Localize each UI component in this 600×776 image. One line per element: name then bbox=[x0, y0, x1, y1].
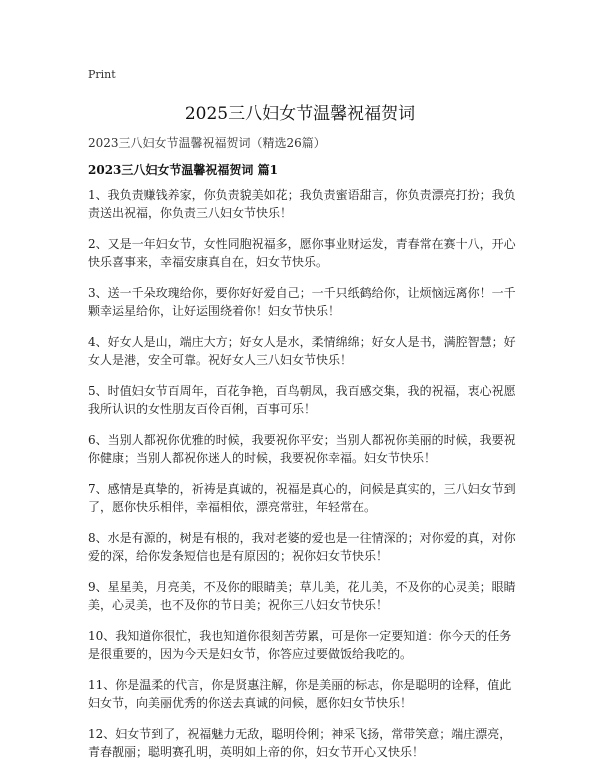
greeting-item-3: 3、送一千朵玫瑰给你，要你好好爱自己；一千只纸鹤给你，让烦恼远离你！一千颗幸运星给你，让好运围绕着你！妇女节快乐！ bbox=[88, 286, 516, 318]
greeting-item-6: 6、当别人都祝你优雅的时候，我要祝你平安；当别人都祝你美丽的时候，我要祝你健康；当别人都祝你迷人的时候，我要祝你幸福。妇女节快乐！ bbox=[88, 433, 516, 465]
greeting-item-2: 2、又是一年妇女节，女性同胞祝福多，愿你事业财运发，青春常在赛十八，开心快乐喜事来，幸福安康真自在，妇女节快乐。 bbox=[88, 237, 516, 269]
greeting-item-11: 11、你是温柔的代言，你是贤惠注解，你是美丽的标志，你是聪明的诠释，值此妇女节，向美丽优秀的你送去真诚的问候，愿你妇女节快乐！ bbox=[88, 678, 512, 710]
greeting-item-1: 1、我负责赚钱养家，你负责貌美如花；我负责蜜语甜言，你负责漂亮打扮；我负责送出祝福，你负责三八妇女节快乐！ bbox=[88, 188, 516, 220]
greeting-list bbox=[88, 186, 520, 774]
greeting-item-5: 5、时值妇女节百周年，百花争艳，百鸟朝凤，我百感交集，我的祝福，衷心祝愿我所认识的女性朋友百伶百俐，百事可乐！ bbox=[88, 384, 516, 416]
greeting-item-4: 4、好女人是山，端庄大方；好女人是水，柔情绵绵；好女人是书，满腔智慧；好女人是港，安全可靠。祝好女人三八妇女节快乐！ bbox=[88, 335, 516, 367]
greeting-item-12: 12、妇女节到了，祝福魅力无敌，聪明伶俐；神采飞扬，常带笑意；端庄漂亮，青春靓丽；聪明赛孔明，英明如上帝的你，妇女节开心又快乐！ bbox=[88, 727, 512, 759]
document-title: 2025三八妇女节温馨祝福贺词 bbox=[184, 104, 416, 124]
greeting-item-10: 10、我知道你很忙，我也知道你很刻苦劳累，可是你一定要知道：你今天的任务是很重要的，因为今天是妇女节，你答应过要做饭给我吃的。 bbox=[88, 629, 512, 661]
print-link[interactable]: Print bbox=[88, 68, 116, 81]
greeting-item-7: 7、感情是真挚的，祈祷是真诚的，祝福是真心的，问候是真实的，三八妇女节到了，愿你快乐相伴，幸福相依，漂亮常驻，年轻常在。 bbox=[88, 482, 516, 514]
section-heading: 2023三八妇女节温馨祝福贺词 篇1 bbox=[88, 163, 278, 177]
greeting-item-8: 8、水是有源的，树是有根的，我对老婆的爱也是一往情深的；对你爱的真，对你爱的深，给你发条短信也是有原因的；祝你妇女节快乐！ bbox=[88, 531, 516, 563]
greeting-item-9: 9、星星美，月亮美，不及你的眼睛美；草儿美，花儿美，不及你的心灵美；眼睛美，心灵美，也不及你的节日美；祝你三八妇女节快乐！ bbox=[88, 580, 516, 612]
document-subtitle: 2023三八妇女节温馨祝福贺词（精选26篇） bbox=[88, 136, 326, 150]
